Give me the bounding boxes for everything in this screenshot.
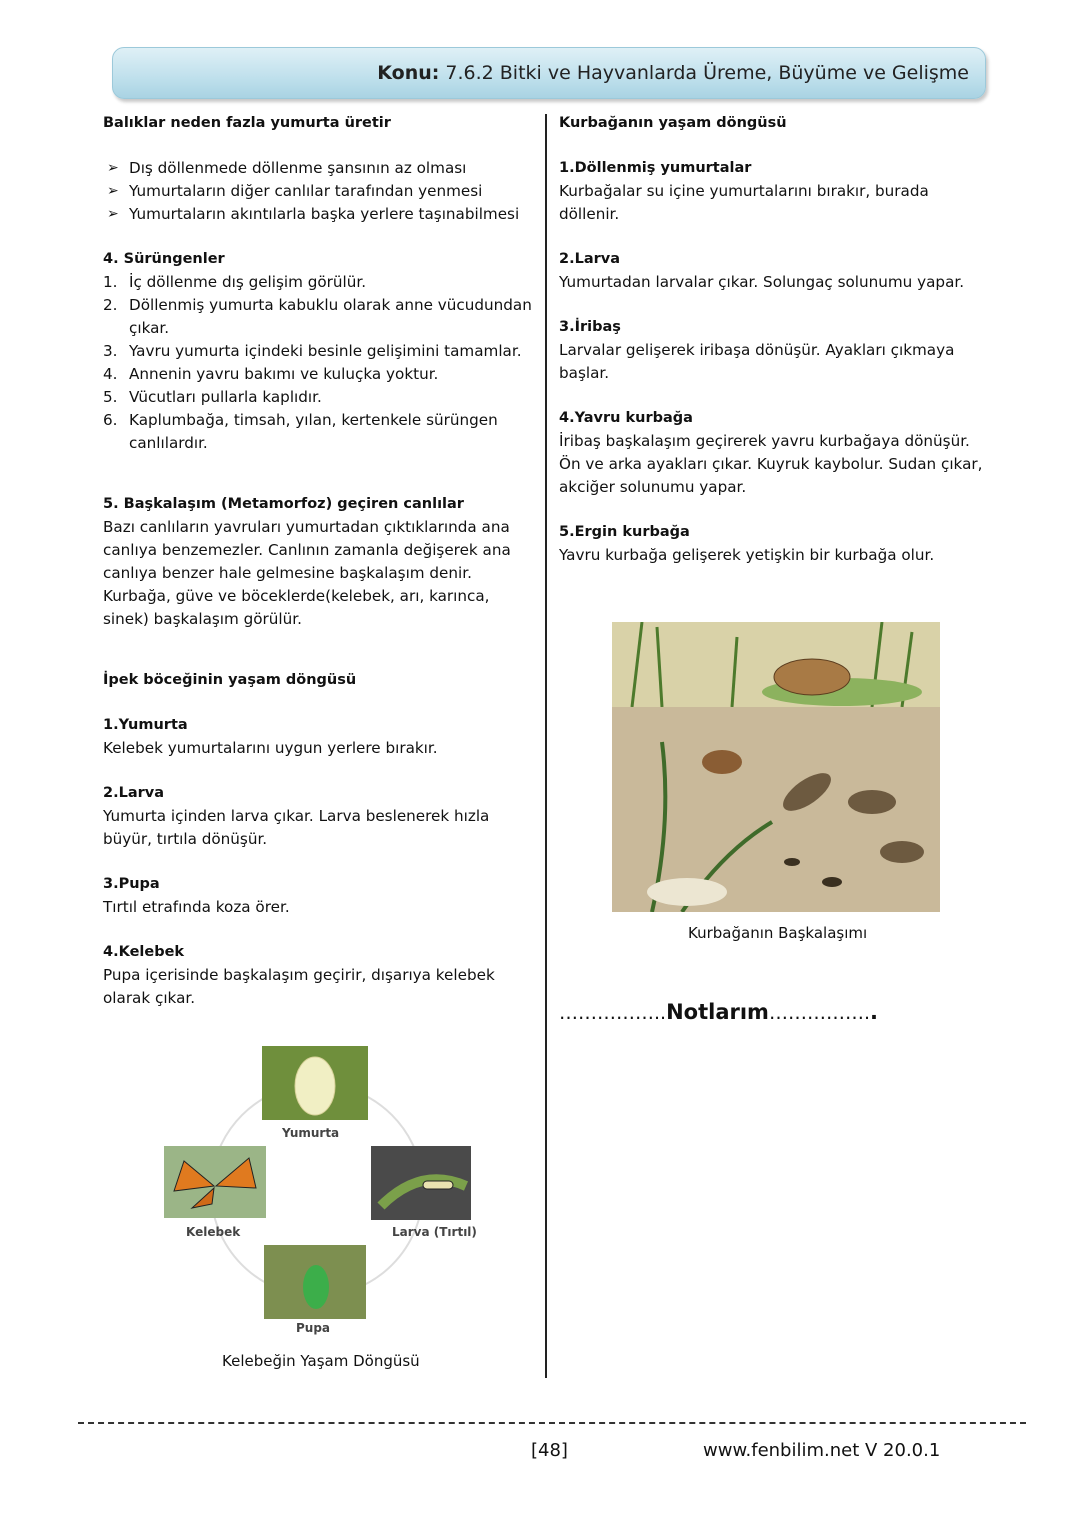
butterfly-cycle-caption: Kelebeğin Yaşam Döngüsü: [222, 1352, 420, 1370]
silk-stage-text: Yumurta içinden larva çıkar. Larva beslenerek hızla büyür, tırtıla dönüşür.: [103, 807, 490, 848]
larva-label: Larva (Tırtıl): [392, 1225, 477, 1239]
frog-stage-text: Yumurtadan larvalar çıkar. Solungaç solunumu yapar.: [559, 273, 965, 291]
butterfly-cycle-figure: [160, 1043, 480, 1343]
column-divider: [545, 114, 547, 1378]
topic-title: [377, 62, 969, 84]
frog-stage-title: 4.Yavru kurbağa: [559, 410, 693, 426]
frog-stage-text: Larvalar gelişerek iribaşa dönüşür. Ayakları çıkmaya başlar.: [559, 341, 955, 382]
list-item: 3. Yavru yumurta içindeki besinle gelişimini tamamlar.: [103, 342, 522, 360]
silk-stage-title: 2.Larva: [103, 785, 165, 801]
larva-photo: [371, 1146, 471, 1220]
notes-dot: .: [870, 1000, 878, 1024]
silkworm-heading: İpek böceğinin yaşam döngüsü: [103, 672, 357, 688]
frog-stage-text: Yavru kurbağa gelişerek yetişkin bir kurbağa olur.: [559, 546, 935, 564]
list-item: 1. İç döllenme dış gelişim görülür.: [103, 273, 367, 291]
notes-dots: …………….: [768, 1002, 870, 1024]
metamorphosis-heading: 5. Başkalaşım (Metamorfoz) geçiren canlılar: [103, 496, 464, 512]
silk-stage-title: 4.Kelebek: [103, 944, 185, 960]
topic-label: Konu:: [377, 62, 440, 84]
silk-stage-text: Pupa içerisinde başkalaşım geçirir, dışarıya kelebek olarak çıkar.: [103, 966, 495, 1007]
silk-stage-text: Kelebek yumurtalarını uygun yerlere bırakır.: [103, 739, 438, 757]
silk-stage-title: 3.Pupa: [103, 876, 160, 892]
list-item: ➢ Yumurtaların diğer canlılar tarafından yenmesi: [103, 180, 535, 203]
list-item: ➢ Dış döllenmede döllenme şansının az olması: [103, 157, 535, 180]
egg-label: Yumurta: [282, 1126, 340, 1140]
notes-heading: [559, 1000, 878, 1024]
metamorphosis-text: Bazı canlıların yavruları yumurtadan çıktıklarında ana canlıya benzemezler. Canlının zamanla değişerek ana canlıya benzer hale gelmesine başkalaşım denir. Kurbağa, güve ve böceklerde(kelebek, arı, karınca, sinek) başkalaşım görülür.: [103, 518, 511, 628]
frog-stage-title: 2.Larva: [559, 251, 621, 267]
frog-stage-text: Kurbağalar su içine yumurtalarını bırakır, burada döllenir.: [559, 182, 929, 223]
reptile-heading: 4. Sürüngenler: [103, 251, 225, 267]
left-column: [103, 112, 535, 1010]
list-item: 6. Kaplumbağa, timsah, yılan, kertenkele sürüngen canlılardır.: [103, 411, 498, 452]
silk-stage-title: 1.Yumurta: [103, 717, 188, 733]
site-link[interactable]: www.fenbilim.net V 20.0.1: [703, 1440, 941, 1461]
frog-heading: Kurbağanın yaşam döngüsü: [559, 115, 787, 131]
fish-heading: Balıklar neden fazla yumurta üretir: [103, 115, 391, 131]
silk-stage-text: Tırtıl etrafında koza örer.: [103, 898, 290, 916]
frog-stage-title: 3.İribaş: [559, 319, 621, 335]
list-item: 5. Vücutları pullarla kaplıdır.: [103, 388, 322, 406]
pupa-label: Pupa: [296, 1321, 331, 1335]
frog-metamorphosis-image: [612, 622, 940, 912]
frog-stage-title: 1.Döllenmiş yumurtalar: [559, 160, 752, 176]
frog-stage-text: İribaş başkalaşım geçirerek yavru kurbağaya dönüşür. Ön ve arka ayakları çıkar. Kuyruk kaybolur. Sudan çıkar, akciğer solunumu yapar.: [559, 432, 983, 496]
egg-photo: [262, 1046, 368, 1120]
list-item: 2. Döllenmiş yumurta kabuklu olarak anne vücudundan çıkar.: [103, 296, 532, 337]
notes-label: Notlarım: [666, 1000, 769, 1024]
butterfly-photo: [164, 1146, 266, 1218]
frog-stage-title: 5.Ergin kurbağa: [559, 524, 690, 540]
page-number: [48]: [531, 1440, 568, 1461]
reptile-list: [103, 271, 535, 455]
butterfly-label: Kelebek: [186, 1225, 241, 1239]
topic-text: 7.6.2 Bitki ve Hayvanlarda Üreme, Büyüme ve Gelişme: [445, 62, 969, 84]
notes-dots: ……………..: [559, 1002, 667, 1024]
topic-header: [112, 47, 986, 99]
list-item: 4. Annenin yavru bakımı ve kuluçka yoktur.: [103, 365, 439, 383]
fish-reasons-list: [103, 157, 535, 226]
frog-caption: Kurbağanın Başkalaşımı: [688, 924, 868, 942]
pupa-photo: [264, 1245, 366, 1319]
right-column: [559, 112, 989, 567]
footer-divider: [78, 1422, 1026, 1424]
list-item: ➢ Yumurtaların akıntılarla başka yerlere taşınabilmesi: [103, 203, 535, 226]
